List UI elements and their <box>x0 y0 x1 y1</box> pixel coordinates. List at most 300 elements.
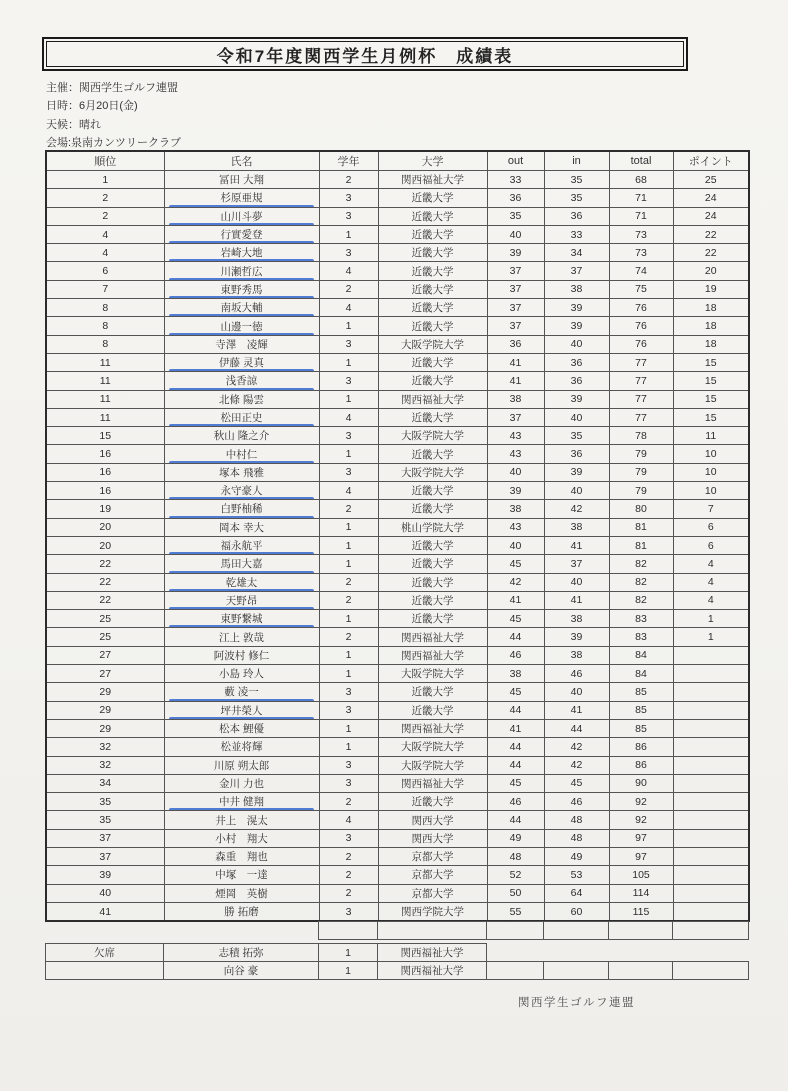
points-cell: 24 <box>673 189 749 207</box>
in-cell: 53 <box>544 866 609 884</box>
points-cell <box>673 902 749 921</box>
points-cell: 22 <box>673 244 749 262</box>
table-row <box>46 189 749 207</box>
meta-date: 日時：6月20日(金) <box>46 100 138 113</box>
total-cell: 77 <box>609 353 673 371</box>
total-cell: 97 <box>609 847 673 865</box>
footer-org: 関西学生ゴルフ連盟 <box>518 997 635 1009</box>
grade-cell: 1 <box>319 390 378 408</box>
out-cell: 44 <box>487 738 544 756</box>
out-cell: 46 <box>487 793 544 811</box>
univ-cell: 大阪学院大学 <box>378 756 487 774</box>
meta-organizer: 主催：関西学生ゴルフ連盟 <box>46 82 178 94</box>
grade-cell: 3 <box>319 463 378 481</box>
rank-cell: 8 <box>46 317 164 335</box>
table-row <box>46 756 749 774</box>
grade-cell: 4 <box>319 299 378 317</box>
rank-cell: 29 <box>46 719 164 737</box>
in-cell: 37 <box>544 262 609 280</box>
total-cell: 82 <box>609 573 673 591</box>
univ-cell: 近畿大学 <box>378 610 487 628</box>
points-cell: 24 <box>673 207 749 225</box>
name-cell: 寺澤 凌輝 <box>164 335 319 353</box>
grade-cell: 3 <box>319 701 378 719</box>
table-row <box>46 482 749 500</box>
in-cell: 36 <box>544 372 609 390</box>
total-cell: 105 <box>609 866 673 884</box>
name-cell: 白野柚稀 <box>164 500 319 518</box>
grade-cell: 1 <box>319 518 378 536</box>
univ-cell: 関西福祉大学 <box>378 171 487 189</box>
out-cell: 50 <box>487 884 544 902</box>
univ-cell: 近畿大学 <box>378 280 487 298</box>
univ-cell: 大阪学院大学 <box>378 335 487 353</box>
total-cell: 74 <box>609 262 673 280</box>
in-cell: 41 <box>544 591 609 609</box>
meta-venue: 会場:泉南カンツリークラブ <box>46 136 182 149</box>
name-cell: 小島 玲人 <box>164 665 319 683</box>
univ-cell: 桃山学院大学 <box>378 518 487 536</box>
name-cell: 煙岡 英樹 <box>164 884 319 902</box>
col-header-6: total <box>609 151 673 171</box>
in-cell: 35 <box>544 427 609 445</box>
table-row <box>46 244 749 262</box>
absent-rank-empty <box>46 962 164 980</box>
grade-cell: 1 <box>319 610 378 628</box>
table-row <box>46 719 749 737</box>
out-cell: 37 <box>487 299 544 317</box>
points-cell <box>673 646 749 664</box>
in-cell: 40 <box>544 683 609 701</box>
points-cell: 15 <box>673 353 749 371</box>
points-cell <box>673 665 749 683</box>
rank-cell: 22 <box>46 591 164 609</box>
univ-cell: 京都大学 <box>378 884 487 902</box>
absent-grade: 1 <box>319 962 378 980</box>
out-cell: 49 <box>487 829 544 847</box>
rank-cell: 34 <box>46 774 164 792</box>
page-title: 令和7年度関西学生月例杯 成績表 <box>46 41 684 67</box>
rank-cell: 35 <box>46 811 164 829</box>
points-cell: 6 <box>673 536 749 554</box>
out-cell: 37 <box>487 280 544 298</box>
total-cell: 75 <box>609 280 673 298</box>
in-cell: 60 <box>544 902 609 921</box>
points-cell: 4 <box>673 573 749 591</box>
out-cell: 42 <box>487 573 544 591</box>
out-cell: 38 <box>487 500 544 518</box>
rank-cell: 32 <box>46 756 164 774</box>
grade-cell: 1 <box>319 317 378 335</box>
name-cell: 勝 拓磨 <box>164 902 319 921</box>
name-cell: 井上 滉太 <box>164 811 319 829</box>
total-cell: 68 <box>609 171 673 189</box>
name-cell: 南坂大輔 <box>164 299 319 317</box>
absent-table-row-2 <box>45 961 749 980</box>
rank-cell: 25 <box>46 628 164 646</box>
absent-univ: 関西福祉大学 <box>378 944 487 962</box>
in-cell: 40 <box>544 573 609 591</box>
univ-cell: 近畿大学 <box>378 262 487 280</box>
out-cell: 41 <box>487 372 544 390</box>
empty-cell <box>487 962 544 980</box>
points-cell: 11 <box>673 427 749 445</box>
points-cell: 15 <box>673 390 749 408</box>
univ-cell: 関西大学 <box>378 811 487 829</box>
grade-cell: 4 <box>319 262 378 280</box>
name-cell: 松田正史 <box>164 408 319 426</box>
absent-table-row-1 <box>45 943 487 962</box>
rank-cell: 39 <box>46 866 164 884</box>
name-cell: 山川斗夢 <box>164 207 319 225</box>
col-header-7: ポイント <box>673 151 749 171</box>
grade-cell: 2 <box>319 591 378 609</box>
grade-cell: 2 <box>319 171 378 189</box>
name-cell: 中塚 一達 <box>164 866 319 884</box>
rank-cell: 20 <box>46 536 164 554</box>
points-cell <box>673 719 749 737</box>
rank-cell: 20 <box>46 518 164 536</box>
points-cell: 4 <box>673 591 749 609</box>
name-cell: 阿波村 修仁 <box>164 646 319 664</box>
total-cell: 85 <box>609 683 673 701</box>
meta-weather: 天候：晴れ <box>46 118 101 131</box>
in-cell: 48 <box>544 811 609 829</box>
name-cell: 金川 力也 <box>164 774 319 792</box>
table-row <box>46 847 749 865</box>
in-cell: 38 <box>544 646 609 664</box>
grade-cell: 3 <box>319 902 378 921</box>
univ-cell: 近畿大学 <box>378 225 487 243</box>
univ-cell: 関西福祉大学 <box>378 628 487 646</box>
points-cell <box>673 811 749 829</box>
table-row <box>46 299 749 317</box>
points-cell <box>673 756 749 774</box>
grade-cell: 2 <box>319 573 378 591</box>
total-cell: 76 <box>609 299 673 317</box>
out-cell: 37 <box>487 262 544 280</box>
name-cell: 岡本 幸大 <box>164 518 319 536</box>
total-cell: 86 <box>609 738 673 756</box>
rank-cell: 37 <box>46 847 164 865</box>
grade-cell: 1 <box>319 646 378 664</box>
empty-cell <box>609 922 673 940</box>
univ-cell: 近畿大学 <box>378 793 487 811</box>
table-row <box>46 774 749 792</box>
points-cell: 20 <box>673 262 749 280</box>
absent-univ: 関西福祉大学 <box>378 962 487 980</box>
in-cell: 45 <box>544 774 609 792</box>
grade-cell: 4 <box>319 482 378 500</box>
rank-cell: 16 <box>46 482 164 500</box>
univ-cell: 京都大学 <box>378 847 487 865</box>
name-cell: 杉原亜規 <box>164 189 319 207</box>
table-row <box>46 317 749 335</box>
in-cell: 35 <box>544 189 609 207</box>
points-cell <box>673 683 749 701</box>
table-row <box>46 829 749 847</box>
grade-cell: 3 <box>319 207 378 225</box>
total-cell: 84 <box>609 665 673 683</box>
univ-cell: 近畿大学 <box>378 500 487 518</box>
points-cell <box>673 738 749 756</box>
empty-cell <box>378 922 487 940</box>
table-row <box>46 610 749 628</box>
univ-cell: 近畿大学 <box>378 445 487 463</box>
grade-cell: 3 <box>319 774 378 792</box>
rank-cell: 7 <box>46 280 164 298</box>
grade-cell: 2 <box>319 793 378 811</box>
name-cell: 山邊一徳 <box>164 317 319 335</box>
table-row <box>46 591 749 609</box>
out-cell: 43 <box>487 518 544 536</box>
total-cell: 81 <box>609 536 673 554</box>
table-row <box>46 372 749 390</box>
table-row <box>46 335 749 353</box>
out-cell: 44 <box>487 756 544 774</box>
univ-cell: 近畿大学 <box>378 207 487 225</box>
points-cell: 4 <box>673 555 749 573</box>
points-cell: 7 <box>673 500 749 518</box>
table-row <box>46 884 749 902</box>
grade-cell: 1 <box>319 719 378 737</box>
out-cell: 44 <box>487 701 544 719</box>
in-cell: 44 <box>544 719 609 737</box>
total-cell: 81 <box>609 518 673 536</box>
rank-cell: 22 <box>46 573 164 591</box>
in-cell: 38 <box>544 280 609 298</box>
in-cell: 39 <box>544 390 609 408</box>
points-cell <box>673 847 749 865</box>
name-cell: 馬田大嘉 <box>164 555 319 573</box>
univ-cell: 関西福祉大学 <box>378 774 487 792</box>
points-cell: 10 <box>673 482 749 500</box>
univ-cell: 関西福祉大学 <box>378 646 487 664</box>
total-cell: 80 <box>609 500 673 518</box>
rank-cell: 1 <box>46 171 164 189</box>
rank-cell: 27 <box>46 665 164 683</box>
out-cell: 36 <box>487 335 544 353</box>
table-row <box>46 701 749 719</box>
out-cell: 46 <box>487 646 544 664</box>
name-cell: 北條 陽雲 <box>164 390 319 408</box>
in-cell: 39 <box>544 628 609 646</box>
points-cell: 10 <box>673 463 749 481</box>
grade-cell: 2 <box>319 628 378 646</box>
name-cell: 天野昂 <box>164 591 319 609</box>
univ-cell: 近畿大学 <box>378 683 487 701</box>
univ-cell: 近畿大学 <box>378 573 487 591</box>
in-cell: 36 <box>544 353 609 371</box>
points-cell <box>673 774 749 792</box>
total-cell: 85 <box>609 719 673 737</box>
in-cell: 42 <box>544 500 609 518</box>
empty-cell <box>544 962 609 980</box>
rank-cell: 35 <box>46 793 164 811</box>
name-cell: 中村仁 <box>164 445 319 463</box>
out-cell: 45 <box>487 683 544 701</box>
univ-cell: 関西学院大学 <box>378 902 487 921</box>
in-cell: 40 <box>544 482 609 500</box>
points-cell: 10 <box>673 445 749 463</box>
empty-cell <box>609 962 673 980</box>
univ-cell: 大阪学院大学 <box>378 738 487 756</box>
points-cell <box>673 829 749 847</box>
table-row <box>46 225 749 243</box>
grade-cell: 3 <box>319 427 378 445</box>
points-cell: 15 <box>673 408 749 426</box>
univ-cell: 関西大学 <box>378 829 487 847</box>
in-cell: 46 <box>544 665 609 683</box>
table-row <box>46 555 749 573</box>
name-cell: 川瀬哲広 <box>164 262 319 280</box>
in-cell: 64 <box>544 884 609 902</box>
in-cell: 39 <box>544 463 609 481</box>
univ-cell: 近畿大学 <box>378 408 487 426</box>
name-cell: 森重 翔也 <box>164 847 319 865</box>
event-meta <box>46 79 181 152</box>
grade-cell: 1 <box>319 353 378 371</box>
points-cell: 22 <box>673 225 749 243</box>
name-cell: 塚本 飛雅 <box>164 463 319 481</box>
table-row <box>46 262 749 280</box>
total-cell: 79 <box>609 445 673 463</box>
col-header-0: 順位 <box>46 151 164 171</box>
table-row <box>46 536 749 554</box>
in-cell: 40 <box>544 335 609 353</box>
table-row <box>46 445 749 463</box>
table-row <box>46 628 749 646</box>
rank-cell: 11 <box>46 390 164 408</box>
total-cell: 82 <box>609 591 673 609</box>
univ-cell: 関西福祉大学 <box>378 390 487 408</box>
col-header-2: 学年 <box>319 151 378 171</box>
points-cell <box>673 701 749 719</box>
univ-cell: 近畿大学 <box>378 299 487 317</box>
in-cell: 33 <box>544 225 609 243</box>
in-cell: 35 <box>544 171 609 189</box>
rank-cell: 11 <box>46 408 164 426</box>
out-cell: 38 <box>487 390 544 408</box>
in-cell: 39 <box>544 317 609 335</box>
table-row <box>46 793 749 811</box>
name-cell: 江上 敦哉 <box>164 628 319 646</box>
points-cell: 18 <box>673 317 749 335</box>
grade-cell: 1 <box>319 665 378 683</box>
grade-cell: 3 <box>319 244 378 262</box>
univ-cell: 近畿大学 <box>378 189 487 207</box>
total-cell: 79 <box>609 482 673 500</box>
out-cell: 40 <box>487 536 544 554</box>
grade-cell: 1 <box>319 555 378 573</box>
name-cell: 伊藤 灵真 <box>164 353 319 371</box>
in-cell: 42 <box>544 738 609 756</box>
points-cell: 6 <box>673 518 749 536</box>
rank-cell: 16 <box>46 445 164 463</box>
rank-cell: 8 <box>46 335 164 353</box>
out-cell: 45 <box>487 610 544 628</box>
univ-cell: 大阪学院大学 <box>378 427 487 445</box>
name-cell: 松並将輝 <box>164 738 319 756</box>
name-cell: 藪 凌一 <box>164 683 319 701</box>
absent-name: 向谷 豪 <box>164 962 319 980</box>
out-cell: 39 <box>487 244 544 262</box>
table-row <box>46 427 749 445</box>
out-cell: 35 <box>487 207 544 225</box>
total-cell: 92 <box>609 793 673 811</box>
col-header-5: in <box>544 151 609 171</box>
total-cell: 73 <box>609 244 673 262</box>
grade-cell: 2 <box>319 280 378 298</box>
out-cell: 44 <box>487 811 544 829</box>
rank-cell: 4 <box>46 244 164 262</box>
name-cell: 東野秀馬 <box>164 280 319 298</box>
name-cell: 岩崎大地 <box>164 244 319 262</box>
univ-cell: 近畿大学 <box>378 701 487 719</box>
total-cell: 83 <box>609 610 673 628</box>
total-cell: 76 <box>609 335 673 353</box>
rank-cell: 29 <box>46 701 164 719</box>
total-cell: 79 <box>609 463 673 481</box>
out-cell: 43 <box>487 427 544 445</box>
table-row <box>46 353 749 371</box>
name-cell: 東野繋城 <box>164 610 319 628</box>
in-cell: 42 <box>544 756 609 774</box>
grade-cell: 3 <box>319 372 378 390</box>
univ-cell: 近畿大学 <box>378 536 487 554</box>
rank-cell: 27 <box>46 646 164 664</box>
in-cell: 36 <box>544 207 609 225</box>
grade-cell: 3 <box>319 756 378 774</box>
rank-cell: 2 <box>46 207 164 225</box>
rank-cell: 40 <box>46 884 164 902</box>
in-cell: 34 <box>544 244 609 262</box>
grade-cell: 4 <box>319 408 378 426</box>
name-cell: 冨田 大翔 <box>164 171 319 189</box>
grade-cell: 3 <box>319 683 378 701</box>
rank-cell: 29 <box>46 683 164 701</box>
results-table <box>45 150 750 922</box>
out-cell: 37 <box>487 317 544 335</box>
empty-cell <box>673 922 749 940</box>
in-cell: 36 <box>544 445 609 463</box>
univ-cell: 京都大学 <box>378 866 487 884</box>
col-header-3: 大学 <box>378 151 487 171</box>
grade-cell: 1 <box>319 738 378 756</box>
univ-cell: 近畿大学 <box>378 244 487 262</box>
table-row <box>46 518 749 536</box>
rank-cell: 16 <box>46 463 164 481</box>
out-cell: 48 <box>487 847 544 865</box>
univ-cell: 大阪学院大学 <box>378 665 487 683</box>
out-cell: 41 <box>487 353 544 371</box>
out-cell: 39 <box>487 482 544 500</box>
total-cell: 85 <box>609 701 673 719</box>
rank-cell: 25 <box>46 610 164 628</box>
out-cell: 38 <box>487 665 544 683</box>
out-cell: 40 <box>487 225 544 243</box>
total-cell: 86 <box>609 756 673 774</box>
table-row <box>46 902 749 921</box>
univ-cell: 関西福祉大学 <box>378 719 487 737</box>
points-cell: 1 <box>673 610 749 628</box>
total-cell: 115 <box>609 902 673 921</box>
out-cell: 40 <box>487 463 544 481</box>
absent-name: 志積 拓弥 <box>164 944 319 962</box>
in-cell: 37 <box>544 555 609 573</box>
name-cell: 坪井榮人 <box>164 701 319 719</box>
table-row <box>46 280 749 298</box>
